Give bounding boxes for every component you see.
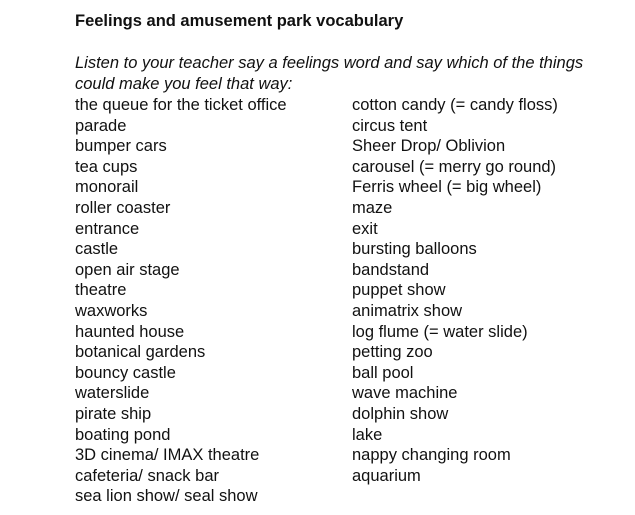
list-item: Sheer Drop/ Oblivion (352, 137, 506, 156)
list-item: waxworks (75, 301, 148, 320)
list-item: parade (75, 116, 127, 135)
instructions-text: Listen to your teacher say a feelings word and say which of the things could make you feel that way: (75, 54, 584, 93)
list-item: pirate ship (75, 404, 152, 423)
list-item: circus tent (352, 116, 428, 135)
list-item: castle (75, 240, 119, 259)
list-item: maze (352, 198, 393, 217)
list-item: Ferris wheel (= big wheel) (352, 178, 542, 197)
list-item: sea lion show/ seal show (75, 487, 258, 506)
list-item: bouncy castle (75, 363, 176, 382)
vocabulary-list-left (75, 95, 287, 507)
list-item: botanical gardens (75, 343, 206, 362)
list-item: tea cups (75, 157, 138, 176)
list-item: bursting balloons (352, 240, 477, 259)
list-item: carousel (= merry go round) (352, 157, 557, 176)
list-item: puppet show (352, 281, 446, 300)
list-item: lake (352, 425, 383, 444)
list-item: exit (352, 219, 378, 238)
list-item: monorail (75, 178, 139, 197)
list-item: dolphin show (352, 404, 449, 423)
list-item: wave machine (352, 384, 458, 403)
list-item: ball pool (352, 363, 414, 382)
list-item: animatrix show (352, 301, 463, 320)
list-item: roller coaster (75, 198, 171, 217)
list-item: haunted house (75, 322, 185, 341)
list-item: log flume (= water slide) (352, 322, 528, 341)
list-item: cafeteria/ snack bar (75, 466, 219, 485)
list-item: waterslide (75, 384, 150, 403)
list-item: boating pond (75, 425, 171, 444)
list-item: bandstand (352, 260, 430, 279)
list-item: bumper cars (75, 137, 167, 156)
list-item: 3D cinema/ IMAX theatre (75, 446, 260, 465)
list-item: theatre (75, 281, 127, 300)
list-item: open air stage (75, 260, 180, 279)
vocabulary-list-right (352, 95, 558, 486)
list-item: cotton candy (= candy floss) (352, 96, 558, 114)
list-item: entrance (75, 219, 140, 238)
list-item: the queue for the ticket office (75, 96, 287, 114)
list-item: aquarium (352, 466, 421, 485)
document-title: Feelings and amusement park vocabulary (75, 12, 404, 30)
list-item: nappy changing room (352, 446, 511, 465)
list-item: petting zoo (352, 343, 433, 362)
